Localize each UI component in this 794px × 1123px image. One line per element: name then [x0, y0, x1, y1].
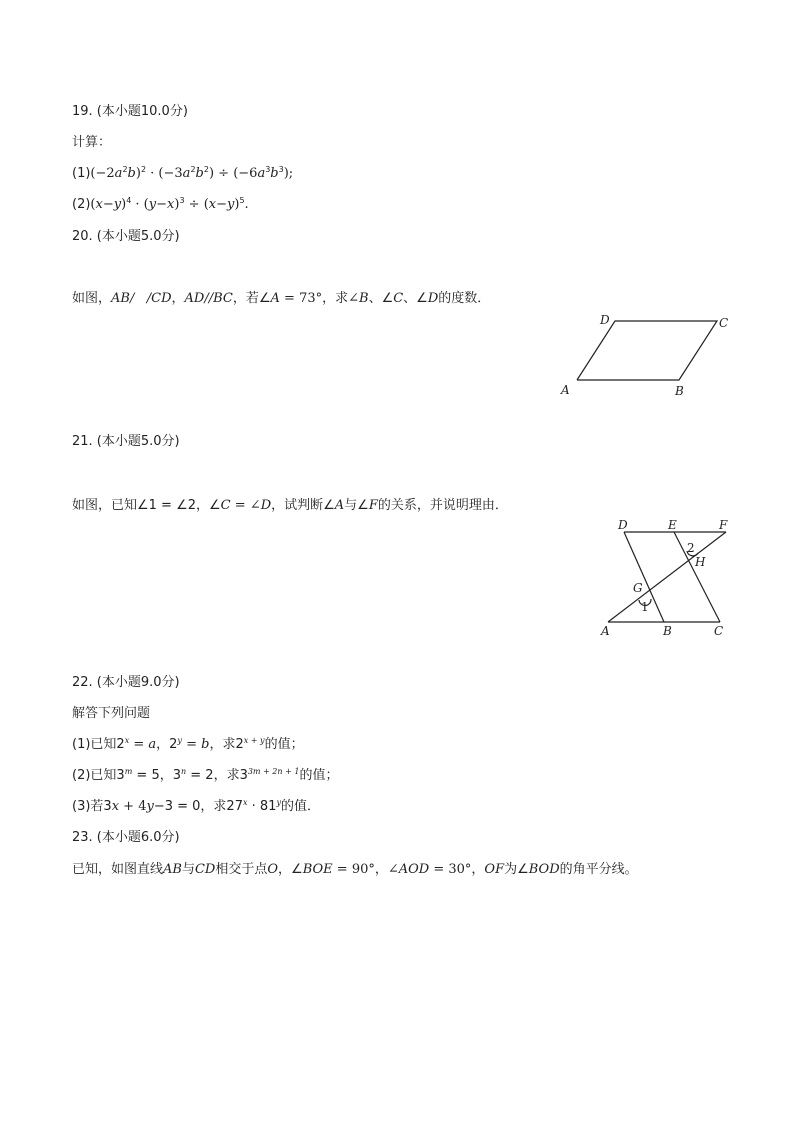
transversal-figure: [598, 512, 738, 642]
label-c: C: [719, 316, 729, 330]
q19-header: 19. (本小题10.0分): [72, 104, 188, 119]
q22-header: 22. (本小题9.0分): [72, 675, 180, 690]
label-e: E: [668, 518, 677, 532]
parallelogram-abcd: [577, 321, 717, 380]
parallelogram-figure: [555, 308, 735, 400]
q20-header: 20. (本小题5.0分): [72, 229, 180, 244]
label-f: F: [719, 518, 728, 532]
label-c: C: [714, 624, 724, 638]
label-a: A: [601, 624, 610, 638]
label-b: B: [675, 384, 684, 398]
q22-part1: (1)已知$2^x = a$，$2^y = b$，求$2^{x + y}$的值；: [72, 736, 304, 752]
label-d: D: [600, 313, 610, 327]
label-d: D: [618, 518, 628, 532]
q19-instruction: 计算：: [72, 135, 112, 150]
q22-part2: (2)已知$3^m = 5$，$3^n = 2$，求$3^{3m + 2n + 1}$的值；: [72, 767, 339, 783]
q23-header: 23. (本小题6.0分): [72, 830, 180, 845]
label-g: G: [633, 581, 643, 595]
q19-part1: $(1)(-2a^2b)^2 \cdot (-3a^2b^2) \div (-6a^3b^3)$;: [72, 165, 294, 181]
line-af: [608, 532, 726, 622]
label-angle-2: 2: [687, 541, 695, 555]
label-angle-1: 1: [641, 600, 649, 614]
label-h: H: [695, 555, 706, 569]
q19-part2: $(2)(x-y)^4 \cdot (y-x)^3 \div (x-y)^5$.: [72, 196, 249, 212]
q22-part3: (3)若3x + 4y−3 = 0，求$27^x \cdot 81^y$的值．: [72, 798, 320, 814]
line-ec: [674, 532, 720, 622]
label-b: B: [663, 624, 672, 638]
q20-text: 如图，AB/ /CD，AD//BC，若∠A = 73°，求∠B、∠C、∠D的度数．: [72, 291, 491, 306]
q22-instruction: 解答下列问题: [72, 706, 151, 721]
label-a: A: [561, 383, 570, 397]
q21-text: 如图，已知∠1 = ∠2，∠C = ∠D，试判断∠A与∠F的关系，并说明理由．: [72, 498, 508, 513]
q21-header: 21. (本小题5.0分): [72, 434, 180, 449]
q23-text: 已知，如图直线AB与CD相交于点O，∠BOE = 90°，∠AOD = 30°，OF为∠BOD的角平分线。: [72, 862, 638, 877]
